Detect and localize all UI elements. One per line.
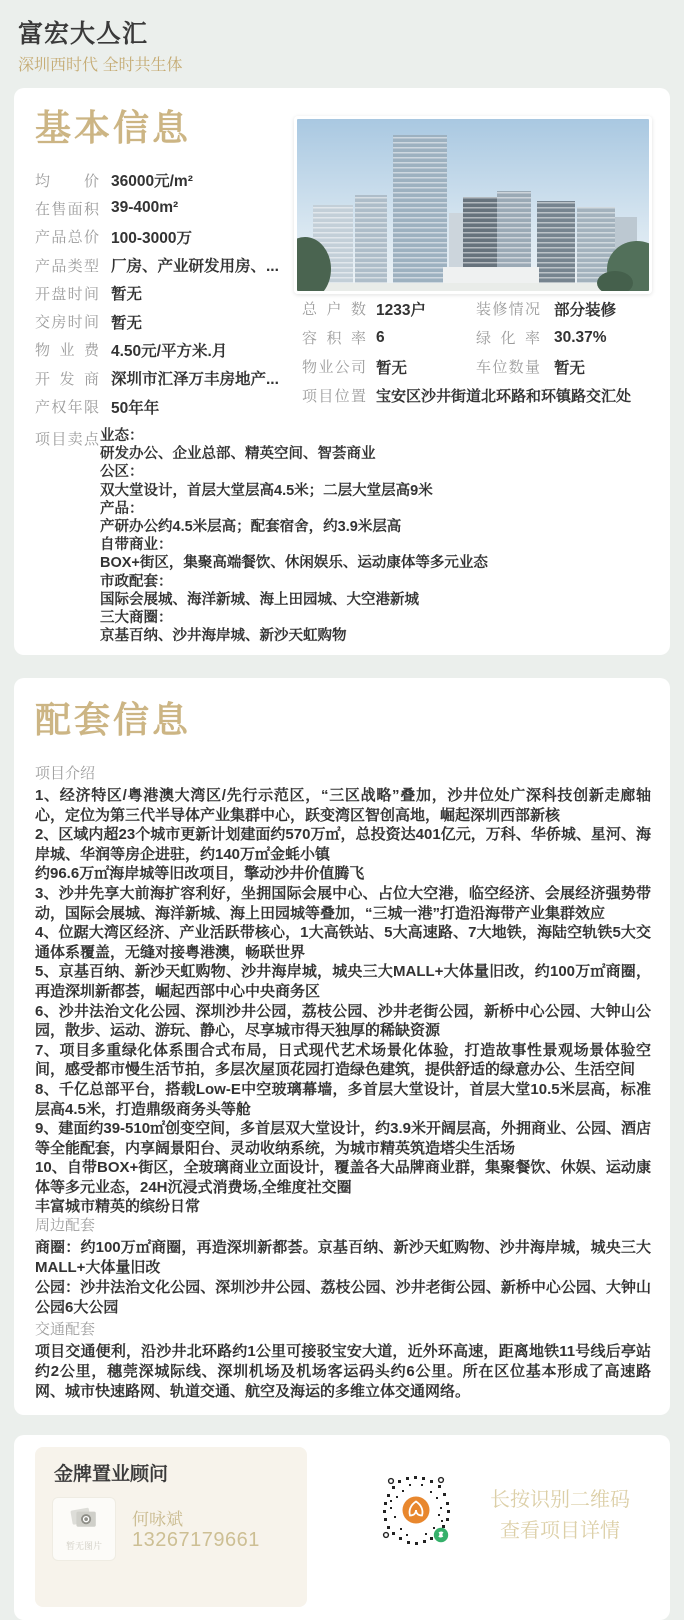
intro-paragraphs bbox=[35, 786, 651, 1217]
field-value: 39-400m² bbox=[111, 199, 179, 217]
selling-point-line: 产品： bbox=[100, 500, 144, 517]
basic-info-section-title: 基本信息 bbox=[35, 107, 192, 148]
field-value: 50年年 bbox=[111, 399, 160, 417]
field-value: 30.37% bbox=[554, 328, 607, 346]
intro-label: 项目介绍 bbox=[35, 765, 96, 782]
basic-info-card bbox=[14, 88, 670, 655]
field-label: 总户数 bbox=[302, 301, 366, 318]
selling-point-line: 公区： bbox=[100, 464, 144, 481]
field-row bbox=[302, 323, 662, 352]
selling-points-label: 项目卖点 bbox=[35, 431, 99, 448]
intro-paragraph: 4、位踞大湾区经济、产业活跃带核心，1大高铁站、5大高速路、7大地铁，海陆空轨铁5大交通体系覆盖，无缝对接粤港澳，畅联世界 bbox=[35, 924, 651, 961]
selling-point-line: 产研办公约4.5米层高；配套宿舍，约3.9米层高 bbox=[100, 519, 402, 536]
qr-instruction-line1: 长按识别二维码 bbox=[490, 1489, 630, 1511]
selling-point-line: 研发办公、企业总部、精英空间、智荟商业 bbox=[100, 446, 376, 463]
consultant-avatar-placeholder bbox=[52, 1497, 116, 1561]
selling-point-line: 自带商业： bbox=[100, 537, 173, 554]
field-label: 项目位置 bbox=[302, 388, 366, 405]
intro-paragraph: 2、区域内超23个城市更新计划建面约570万㎡，总投资达401亿元，万科、华侨城、星河、海岸城、华润等房企进驻，约140万㎡金蚝小镇 bbox=[35, 826, 651, 863]
field-value: 部分装修 bbox=[554, 301, 617, 319]
traffic-paragraph: 项目交通便利，沿沙井北环路约1公里可接驳宝安大道，近外环高速，距离地铁11号线后亭站约2公里，穗莞深城际线、深圳机场及机场客运码头约6公里。所在区位基本形成了高速路网、城市快速路网、轨道交通、航空及海运的多维立体交通网络。 bbox=[35, 1343, 651, 1400]
field-row bbox=[302, 294, 662, 323]
consultant-section-title: 金牌置业顾问 bbox=[54, 1464, 169, 1485]
field-row bbox=[35, 223, 295, 251]
project-location-row bbox=[302, 381, 662, 410]
nearby-paragraph: 商圈：约100万㎡商圈，再造深圳新都荟。京基百纳、新沙天虹购物、沙井海岸城，城央三大MALL+大体量旧改 bbox=[35, 1239, 651, 1276]
field-row bbox=[35, 392, 295, 420]
qr-code-icon bbox=[378, 1472, 454, 1548]
intro-paragraph: 6、沙井法治文化公园、深圳沙井公园，荔枝公园、沙井老街公园，新桥中心公园、大钟山公园，散步、运动、游玩、静心，尽享城市得天独厚的稀缺资源 bbox=[35, 1002, 651, 1040]
field-value: 宝安区沙井街道北环路和环镇路交汇处 bbox=[376, 388, 632, 405]
field-label: 开盘时间 bbox=[35, 285, 99, 303]
field-value: 暂无 bbox=[111, 314, 143, 332]
right-field-rows bbox=[302, 294, 662, 381]
page-title: 富宏大亼汇 bbox=[18, 20, 149, 48]
field-row bbox=[35, 279, 295, 307]
amenity-section-title: 配套信息 bbox=[35, 699, 192, 740]
selling-points-list bbox=[100, 427, 656, 645]
field-row bbox=[35, 307, 295, 335]
field-row bbox=[35, 364, 295, 392]
intro-paragraph: 10、自带BOX+街区，全玻璃商业立面设计，覆盖各大品牌商业群，集聚餐饮、休娱、运动康体等多元业态，24H沉浸式消费场,全维度社交圈 bbox=[35, 1159, 651, 1196]
field-row bbox=[35, 251, 295, 279]
field-row bbox=[35, 166, 295, 194]
field-label: 均价 bbox=[35, 172, 99, 190]
field-row bbox=[35, 336, 295, 364]
nearby-paragraphs bbox=[35, 1238, 651, 1318]
field-label: 产品总价 bbox=[35, 229, 99, 247]
field-value: 6 bbox=[376, 328, 385, 346]
consultant-phone[interactable]: 13267179661 bbox=[132, 1529, 260, 1551]
selling-point-line: 双大堂设计，首层大堂层高4.5米；二层大堂层高9米 bbox=[100, 482, 433, 499]
page-subtitle: 深圳西时代 全时共生体 bbox=[18, 57, 183, 74]
field-row bbox=[35, 194, 295, 222]
photo-stack-icon bbox=[67, 1504, 101, 1536]
field-label: 开发商 bbox=[35, 370, 99, 388]
basic-info-right-fields bbox=[302, 294, 662, 410]
field-label: 物业公司 bbox=[302, 359, 366, 376]
field-value: 暂无 bbox=[111, 286, 143, 304]
intro-paragraph: 9、建面约39-510㎡创变空间，多首层双大堂设计，约3.9米开阔层高，外拥商业、公园、酒店等全能配套，内享阔景阳台、灵动收纳系统，为城市精英筑造塔尖生活场 bbox=[35, 1120, 651, 1157]
field-label: 物业费 bbox=[35, 342, 99, 360]
intro-paragraph: 丰富城市精英的缤纷日常 bbox=[35, 1198, 201, 1216]
building-skyline-illustration bbox=[297, 119, 649, 291]
selling-point-line: BOX+街区，集聚高端餐饮、休闲娱乐、运动康体等多元业态 bbox=[100, 555, 488, 572]
selling-point-line: 京基百纳、沙井海岸城、新沙天虹购物 bbox=[100, 628, 347, 645]
intro-paragraph: 3、沙井先享大前海扩容利好，坐拥国际会展中心、占位大空港，临空经济、会展经济强势带动，国际会展城、海洋新城、海上田园城等叠加，“三城一港”打造沿海带产业集群效应 bbox=[35, 884, 651, 922]
field-label: 绿化率 bbox=[476, 330, 540, 347]
field-label: 容积率 bbox=[302, 330, 366, 347]
qr-code[interactable] bbox=[378, 1472, 454, 1548]
field-value: 4.50元/平方米.月 bbox=[111, 342, 228, 360]
field-value: 厂房、产业研发用房、... bbox=[111, 258, 279, 276]
basic-info-left-fields bbox=[35, 166, 295, 421]
nearby-paragraph: 公园：沙井法治文化公园、深圳沙井公园、荔枝公园、沙井老街公园、新桥中心公园、大钟山公园6大公园 bbox=[35, 1279, 651, 1316]
intro-paragraph: 7、项目多重绿化体系围合式布局，日式现代艺术场景化体验，打造故事性景观场景体验空间，感受都市慢生活节拍，多层次屋顶花园打造绿色建筑，提供舒适的绿意办公、生活空间 bbox=[35, 1041, 651, 1079]
selling-point-line: 三大商圈： bbox=[100, 610, 173, 627]
consultant-card bbox=[14, 1435, 670, 1620]
field-value: 100-3000万 bbox=[111, 229, 193, 247]
amenity-info-card bbox=[14, 678, 670, 1415]
field-label: 在售面积 bbox=[35, 200, 99, 218]
qr-instruction bbox=[460, 1485, 660, 1547]
field-label: 装修情况 bbox=[476, 301, 540, 318]
qr-instruction-line2: 查看项目详情 bbox=[500, 1520, 620, 1542]
intro-paragraph: 约96.6万㎡海岸城等旧改项目，擎动沙井价值腾飞 bbox=[35, 865, 365, 883]
field-value: 36000元/m² bbox=[111, 173, 193, 191]
field-value: 1233户 bbox=[376, 301, 426, 319]
field-label: 车位数量 bbox=[476, 359, 540, 376]
field-label: 交房时间 bbox=[35, 314, 99, 332]
traffic-paragraphs bbox=[35, 1342, 651, 1402]
avatar-placeholder-caption: 暂无图片 bbox=[65, 1541, 102, 1551]
selling-point-line: 国际会展城、海洋新城、海上田园城、大空港新城 bbox=[100, 591, 419, 608]
selling-point-line: 市政配套： bbox=[100, 573, 173, 590]
project-rendering-image[interactable] bbox=[294, 116, 652, 294]
nearby-label: 周边配套 bbox=[35, 1217, 96, 1234]
field-row bbox=[302, 352, 662, 381]
intro-paragraph: 5、京基百纳、新沙天虹购物、沙井海岸城，城央三大MALL+大体量旧改，约100万㎡商圈，再造深圳新都荟，崛起西部中心中央商务区 bbox=[35, 963, 651, 1000]
selling-point-line: 业态： bbox=[100, 428, 144, 444]
field-value: 暂无 bbox=[554, 359, 586, 377]
traffic-label: 交通配套 bbox=[35, 1321, 96, 1338]
field-value: 深圳市汇泽万丰房地产... bbox=[111, 371, 279, 389]
field-value: 暂无 bbox=[376, 359, 408, 377]
field-label: 产权年限 bbox=[35, 399, 99, 417]
field-label: 产品类型 bbox=[35, 257, 99, 275]
intro-paragraph: 1、经济特区/粤港澳大湾区/先行示范区，“三区战略”叠加，沙井位处广深科技创新走廊轴心，定位为第三代半导体产业集群中心，跃变湾区智创高地，崛起深圳西部新核 bbox=[35, 787, 651, 824]
intro-paragraph: 8、千亿总部平台，搭载Low-E中空玻璃幕墙，多首层大堂设计，首层大堂10.5米层高，标准层高4.5米，打造鼎级商务头等舱 bbox=[35, 1080, 651, 1118]
consultant-name: 何咏斌 bbox=[132, 1510, 183, 1529]
